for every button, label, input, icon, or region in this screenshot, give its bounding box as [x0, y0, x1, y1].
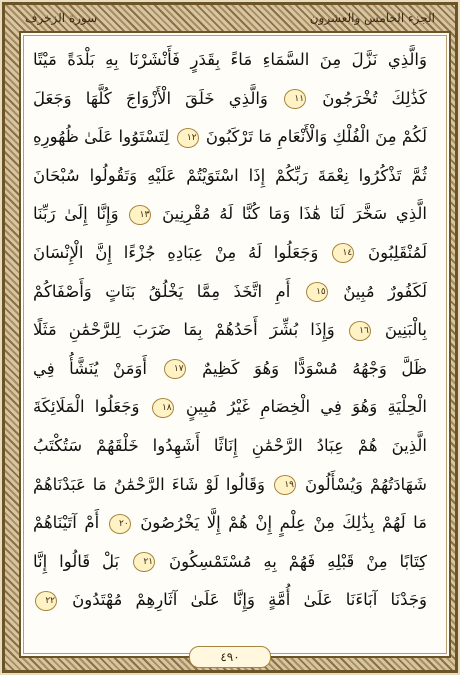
text-line — [33, 41, 427, 80]
text-line — [33, 466, 427, 505]
text-line — [33, 157, 427, 196]
verse-number: ١٤ — [332, 243, 354, 263]
verse-text: بَلْ قَالُوا إِنَّا — [33, 551, 120, 571]
verse-text: بِالْبَنِينَ — [384, 320, 427, 340]
page-number: ٤٩٠ — [189, 646, 271, 668]
verse-text: أَمْ آتَيْنَاهُمْ — [33, 513, 100, 533]
text-line — [33, 388, 427, 427]
verse-number: ١٨ — [152, 398, 174, 418]
text-line — [33, 543, 427, 582]
verse-text: أَمِ اتَّخَذَ مِمَّا يَخْلُقُ بَنَاتٍ وَأَصْفَاكُمْ — [33, 281, 291, 301]
surah-title: سورة الزخرف — [25, 11, 98, 25]
text-line — [33, 504, 427, 543]
text-line — [33, 273, 427, 312]
verse-text: وَالَّذِي خَلَقَ الْأَزْوَاجَ كُلَّهَا وَجَعَلَ — [33, 88, 268, 108]
verse-text: الْحِلْيَةِ وَهُوَ فِي الْخِصَامِ غَيْرُ مُبِينٍ — [185, 397, 427, 417]
verse-number: ١١ — [284, 89, 306, 109]
verse-text: وَقَالُوا لَوْ شَاءَ الرَّحْمَٰنُ مَا عَبَدْنَاهُمْ — [33, 474, 265, 494]
verse-text: لَكَفُورٌ مُبِينٌ — [343, 281, 427, 301]
verse-number: ١٣ — [129, 205, 151, 225]
verse-number: ٢٢ — [35, 591, 57, 611]
verse-text: كَذَٰلِكَ تُخْرَجُونَ — [322, 88, 427, 108]
verse-number: ١٦ — [349, 321, 371, 341]
text-line — [33, 427, 427, 466]
verse-text: وَجَدْنَا آبَاءَنَا عَلَىٰ أُمَّةٍ وَإِنَّا عَلَىٰ آثَارِهِمْ مُهْتَدُونَ — [72, 590, 427, 610]
verse-number: ١٩ — [274, 475, 296, 495]
text-line — [33, 80, 427, 119]
text-line — [33, 118, 427, 157]
verse-text: وَالَّذِي نَزَّلَ مِنَ السَّمَاءِ مَاءً بِقَدَرٍ فَأَنْشَرْنَا بِهِ بَلْدَةً مَيْتًا — [33, 50, 427, 69]
text-line — [33, 311, 427, 350]
verse-text: وَجَعَلُوا لَهُ مِنْ عِبَادِهِ جُزْءًا إِنَّ الْإِنْسَانَ — [33, 242, 319, 262]
verse-text: لِتَسْتَوُوا عَلَىٰ ظُهُورِهِ — [33, 127, 170, 147]
verse-text: كِتَابًا مِنْ قَبْلِهِ فَهُمْ بِهِ مُسْتَمْسِكُونَ — [168, 551, 427, 571]
verse-text: الَّذِي سَخَّرَ لَنَا هَٰذَا وَمَا كُنَّا لَهُ مُقْرِنِينَ — [162, 204, 427, 224]
page-header — [25, 9, 435, 29]
page-frame — [2, 2, 458, 673]
verse-text: شَهَادَتُهُمْ وَيُسْأَلُونَ — [305, 474, 427, 494]
text-line — [33, 234, 427, 273]
verse-text: أَوَمَنْ يُنَشَّأُ فِي — [33, 358, 147, 378]
juz-title: الجزء الخامس والعشرون — [309, 11, 435, 25]
verse-text: وَإِنَّا إِلَىٰ رَبِّنَا — [33, 204, 119, 224]
verse-text: مَا لَهُمْ بِذَٰلِكَ مِنْ عِلْمٍ إِنْ هُمْ إِلَّا يَخْرُصُونَ — [140, 513, 427, 533]
quran-text — [33, 41, 427, 630]
verse-text: وَجَعَلُوا الْمَلَائِكَةَ — [33, 397, 140, 417]
verse-text: لَمُنْقَلِبُونَ — [368, 242, 427, 262]
text-line — [33, 195, 427, 234]
verse-text: لَكُمْ مِنَ الْفُلْكِ وَالْأَنْعَامِ مَا تَرْكَبُونَ — [205, 127, 427, 147]
verse-text: وَإِذَا بُشِّرَ أَحَدُهُمْ بِمَا ضَرَبَ لِلرَّحْمَٰنِ مَثَلًا — [33, 320, 335, 340]
verse-number: ١٢ — [177, 128, 199, 148]
verse-number: ٢٠ — [109, 514, 131, 534]
text-line — [33, 581, 427, 620]
verse-text: ثُمَّ تَذْكُرُوا نِعْمَةَ رَبِّكُمْ إِذَا اسْتَوَيْتُمْ عَلَيْهِ وَتَقُولُوا سُبْحَانَ — [33, 165, 427, 185]
verse-number: ١٥ — [306, 282, 328, 302]
verse-text: ظَلَّ وَجْهُهُ مُسْوَدًّا وَهُوَ كَظِيمٌ — [202, 358, 427, 378]
verse-number: ١٧ — [164, 359, 186, 379]
verse-number: ٢١ — [133, 552, 155, 572]
text-line — [33, 350, 427, 389]
verse-text: الَّذِينَ هُمْ عِبَادُ الرَّحْمَٰنِ إِنَاثًا أَشَهِدُوا خَلْقَهُمْ سَتُكْتَبُ — [33, 435, 427, 455]
